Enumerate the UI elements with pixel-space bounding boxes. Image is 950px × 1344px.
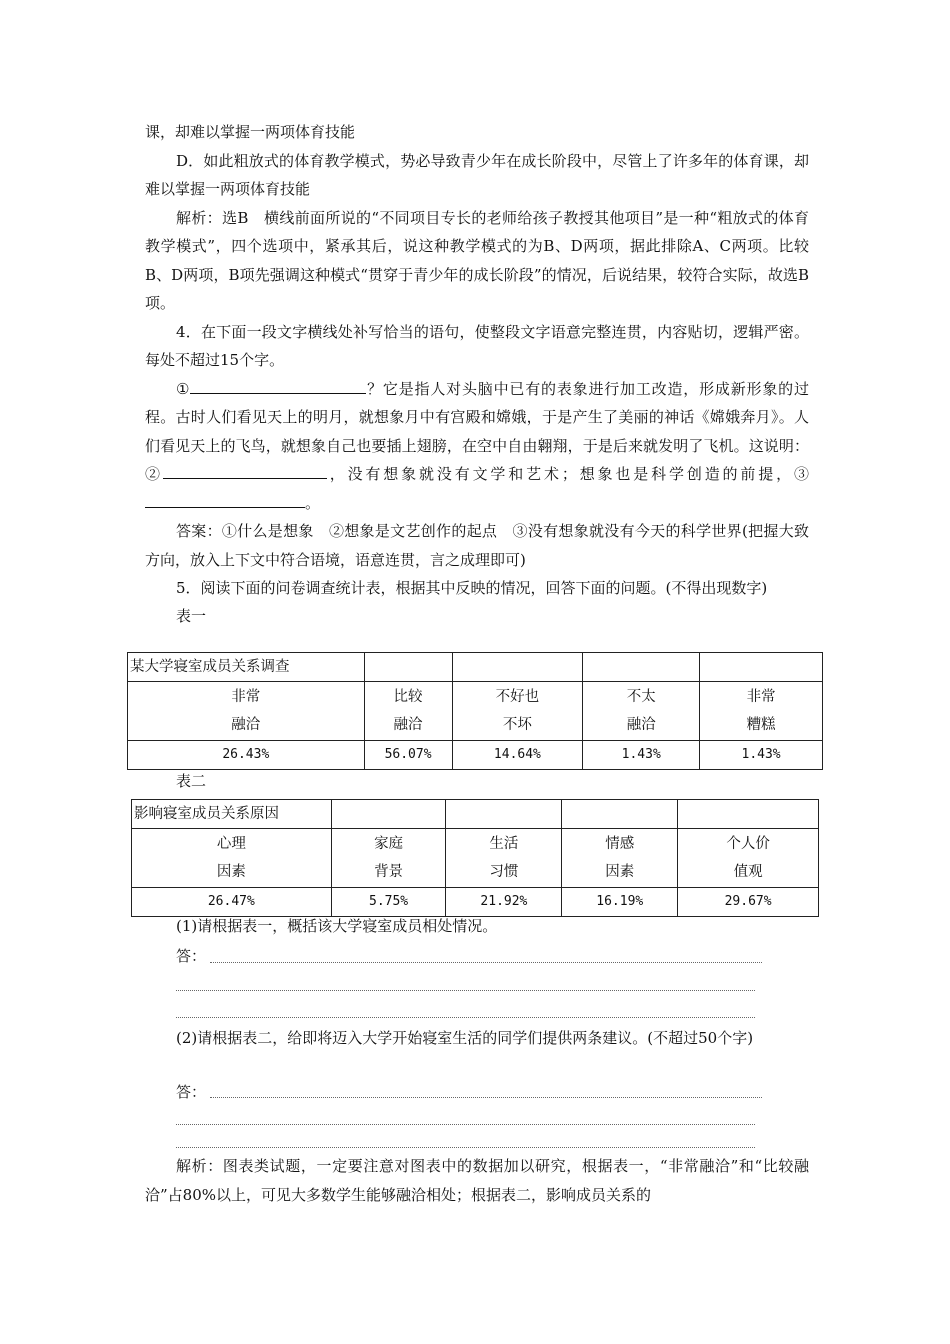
value-cell: 26.47% xyxy=(132,888,332,917)
analysis-5: 解析：图表类试题，一定要注意对图表中的数据加以研究，根据表一，“非常融洽”和“比较融洽”占80%以上，可见大多数学生能够融洽相处；根据表二，影响成员关系的 xyxy=(145,1157,809,1204)
passage-end: 。 xyxy=(305,493,321,512)
blank-1-marker: ① xyxy=(176,379,191,398)
category-header: 生活 习惯 xyxy=(446,829,562,888)
table-title: 某大学寝室成员关系调查 xyxy=(128,653,365,682)
category-header: 情感 因素 xyxy=(562,829,678,888)
value-cell: 56.07% xyxy=(364,741,452,770)
fill-blank-2 xyxy=(163,461,327,479)
category-header: 不太 融洽 xyxy=(583,682,700,741)
answer-line xyxy=(176,1017,755,1018)
table-cell xyxy=(678,800,819,829)
answer-label-2: 答： xyxy=(176,1083,207,1101)
question-4-passage xyxy=(145,375,809,518)
value-cell: 16.19% xyxy=(562,888,678,917)
category-header: 非常 糟糕 xyxy=(700,682,823,741)
value-cell: 1.43% xyxy=(700,741,823,770)
fill-blank-1 xyxy=(190,376,366,394)
table-cell xyxy=(700,653,823,682)
category-header: 不好也 不坏 xyxy=(452,682,583,741)
fill-blank-3 xyxy=(145,490,305,508)
question-5-2: (2)请根据表二，给即将迈入大学开始寝室生活的同学们提供两条建议。(不超过50个字) xyxy=(176,1029,754,1047)
passage-part-1: ？它是指人对头脑中已有的表象进行加工改造，形成新形象的过程。古时人们看见天上的明月，就想象月中有宫殿和嫦娥，于是产生了美丽的神话《嫦娥奔月》。人们看见天上的飞鸟，就想象自己也要插上翅膀，在空中自由翱翔，于是后来就发明了飞机。这说明：② xyxy=(145,379,809,483)
value-cell: 26.43% xyxy=(128,741,365,770)
paragraph-option-d: D．如此粗放式的体育教学模式，势必导致青少年在成长阶段中，尽管上了许多年的体育课，却难以掌握一两项体育技能 xyxy=(145,151,809,198)
table-dorm-relations xyxy=(127,652,823,770)
answer-line xyxy=(210,1097,762,1098)
table-cell xyxy=(452,653,583,682)
table-1-label: 表一 xyxy=(176,606,207,625)
table-cell xyxy=(562,800,678,829)
answer-line xyxy=(210,962,762,963)
table-cell xyxy=(583,653,700,682)
value-cell: 21.92% xyxy=(446,888,562,917)
table-cell xyxy=(446,800,562,829)
table-cell xyxy=(331,800,446,829)
value-cell: 1.43% xyxy=(583,741,700,770)
category-header: 比较 融洽 xyxy=(364,682,452,741)
category-header: 非常 融洽 xyxy=(128,682,365,741)
answer-line xyxy=(176,1147,755,1148)
paragraph-analysis-3: 解析：选B 横线前面所说的“不同项目专长的老师给孩子教授其他项目”是一种“粗放式的体育教学模式”，四个选项中，紧承其后，说这种教学模式的为B、D两项，据此排除A、C两项。比较B、D两项，B项先强调这种模式“贯穿于青少年的成长阶段”的情况，后说结果，较符合实际，故选B项。 xyxy=(145,208,809,312)
question-4: 4．在下面一段文字横线处补写恰当的语句，使整段文字语意完整连贯，内容贴切，逻辑严密。每处不超过15个字。 xyxy=(145,322,809,369)
value-cell: 29.67% xyxy=(678,888,819,917)
answer-label-1: 答： xyxy=(176,947,207,965)
question-5-1: (1)请根据表一，概括该大学寝室成员相处情况。 xyxy=(176,917,498,935)
answer-line xyxy=(176,1124,755,1125)
table-influence-factors xyxy=(131,799,819,917)
table-title: 影响寝室成员关系原因 xyxy=(132,800,332,829)
table-2-label: 表二 xyxy=(176,772,207,790)
value-cell: 5.75% xyxy=(331,888,446,917)
question-5: 5．阅读下面的问卷调查统计表，根据其中反映的情况，回答下面的问题。(不得出现数字) xyxy=(176,579,768,597)
table-cell xyxy=(364,653,452,682)
answer-4: 答案：①什么是想象 ②想象是文艺创作的起点 ③没有想象就没有今天的科学世界(把握大致方向，放入上下文中符合语境，语意连贯，言之成理即可) xyxy=(145,522,809,569)
answer-line xyxy=(176,990,755,991)
category-header: 心理 因素 xyxy=(132,829,332,888)
category-header: 个人价 值观 xyxy=(678,829,819,888)
paragraph-option-c-tail: 课，却难以掌握一两项体育技能 xyxy=(145,123,356,141)
document-body xyxy=(145,118,809,629)
value-cell: 14.64% xyxy=(452,741,583,770)
passage-part-2: ，没有想象就没有文学和艺术；想象也是科学创造的前提，③ xyxy=(326,465,809,483)
category-header: 家庭 背景 xyxy=(331,829,446,888)
